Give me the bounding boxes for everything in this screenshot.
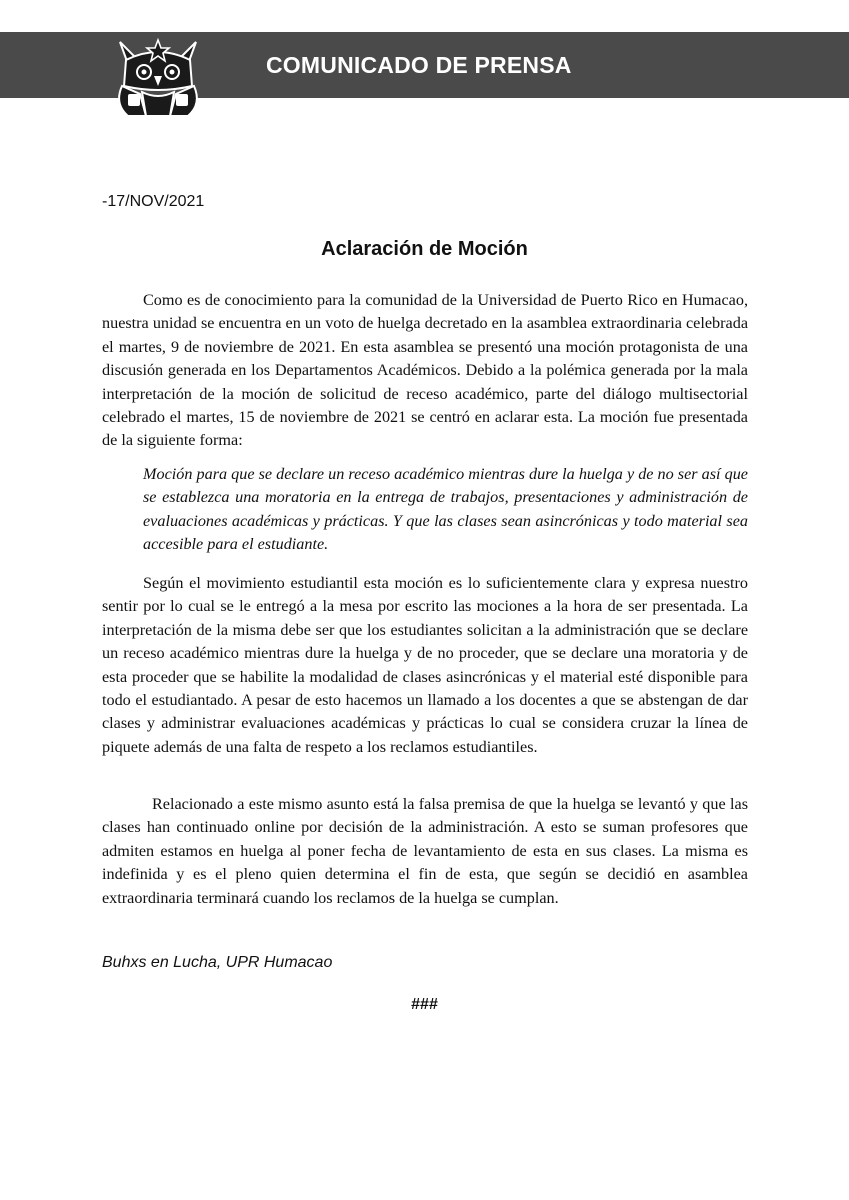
banner-title: COMUNICADO DE PRENSA bbox=[266, 52, 572, 78]
signature: Buhxs en Lucha, UPR Humacao bbox=[102, 954, 333, 971]
paragraph-clarification: Relacionado a este mismo asunto está la falsa premisa de que la huelga se levantó y que las clases han continuado online por decisión de la administración. A esto se suman profesores que admiten estamos en huelga al poner fecha de levantamiento de esta en sus clases. La misma es indefinida y es el pleno quien determina el fin de esta, que según se decidió en asamblea extraordinaria terminará cuando los reclamos de la huelga se cumplan. bbox=[102, 795, 748, 907]
end-mark: ### bbox=[411, 996, 438, 1013]
owl-star-emblem-icon bbox=[106, 34, 210, 118]
document-heading: Aclaración de Moción bbox=[321, 238, 528, 260]
paragraph-interpretation: Según el movimiento estudiantil esta moción es lo suficientemente clara y expresa nuestro sentir por lo cual se le entregó a la mesa por escrito las mociones a la hora de ser presentada. La interpretación de la misma debe ser que los estudiantes solicitan a la administración que se declare un receso académico mientras dure la huelga y de no proceder, que se declare una moratoria y de esta proceder que se habilite la modalidad de clases asincrónicas y el material esté disponible para todo el estudiantado. A pesar de esto hacemos un llamado a los docentes a que se abstengan de dar clases y administrar evaluaciones académicas y prácticas lo cual se considera cruzar la línea de piquete además de una falta de respeto a los reclamos estudiantiles. bbox=[102, 574, 748, 756]
document-date: -17/NOV/2021 bbox=[102, 193, 205, 210]
paragraph-intro: Como es de conocimiento para la comunidad de la Universidad de Puerto Rico en Humacao, nuestra unidad se encuentra en un voto de huelga decretado en la asamblea extraordinaria celebrada el martes, 9 de noviembre de 2021. En esta asamblea se presentó una moción protagonista de una discusión generada en los Departamentos Académicos. Debido a la polémica generada por la mala interpretación de la moción de solicitud de receso académico, parte del diálogo multisectorial celebrado el martes, 15 de noviembre de 2021 se centró en aclarar esta. La moción fue presentada de la siguiente forma: bbox=[102, 291, 748, 450]
motion-quote: Moción para que se declare un receso académico mientras dure la huelga y de no ser así que se establezca una moratoria en la entrega de trabajos, presentaciones y administración de evaluaciones académicas y prácticas. Y que las clases sean asincrónicas y todo material sea accesible para el estudiante. bbox=[143, 465, 748, 554]
